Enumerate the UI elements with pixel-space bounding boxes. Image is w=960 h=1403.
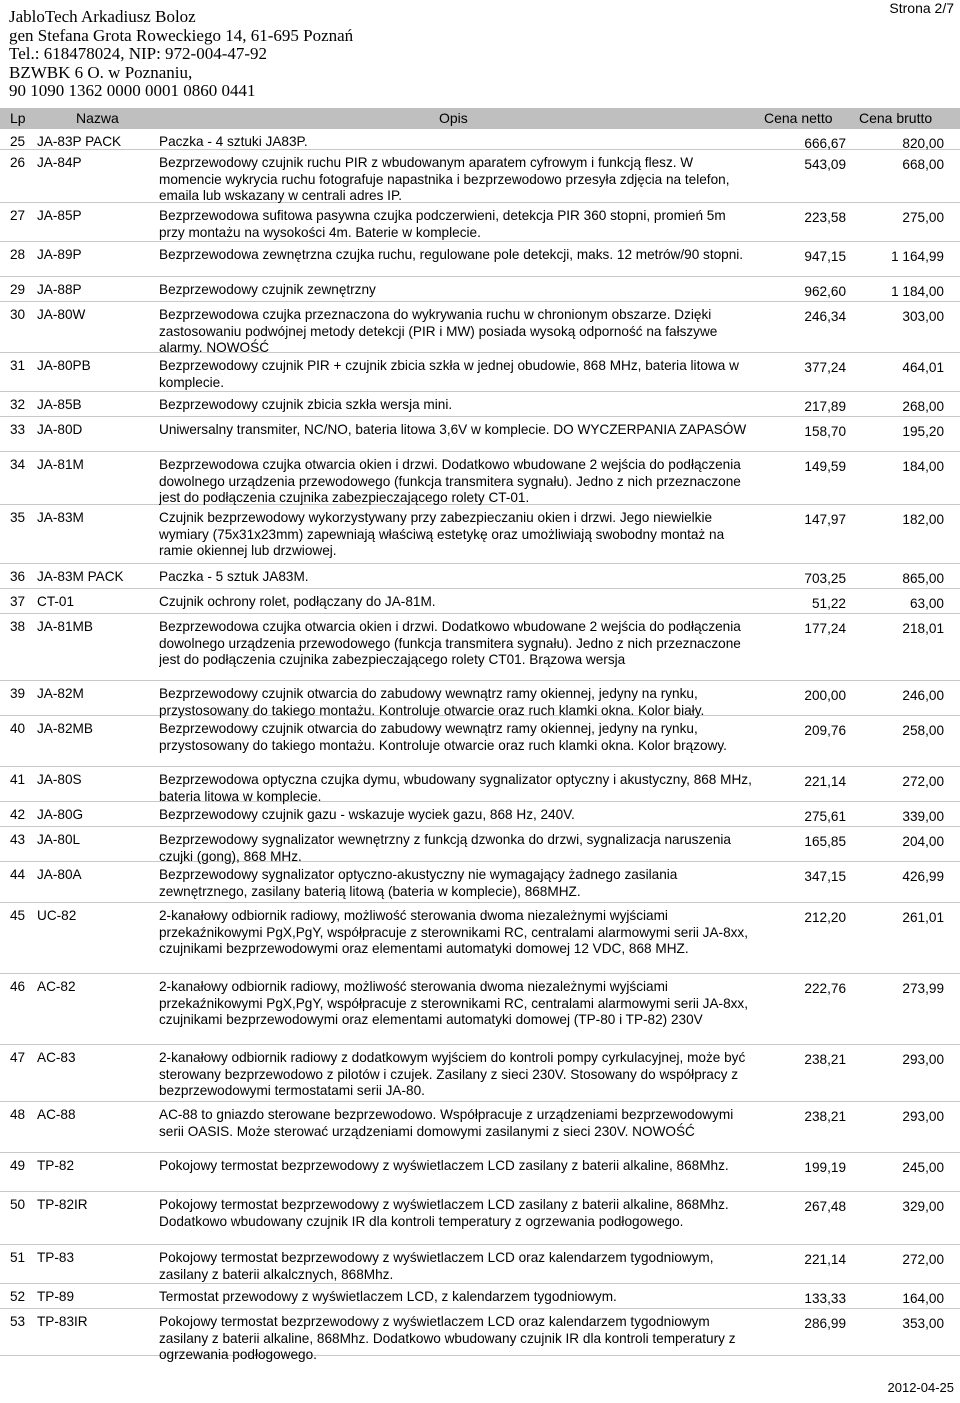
row-price-brutto: 218,01: [902, 621, 944, 636]
row-price-netto: 275,61: [804, 809, 846, 824]
row-name: AC-82: [37, 979, 76, 994]
row-price-brutto: 820,00: [902, 136, 944, 151]
row-price-netto: 666,67: [804, 136, 846, 151]
row-lp: 50: [10, 1197, 26, 1212]
row-lp: 38: [10, 619, 26, 634]
row-name: JA-80S: [37, 772, 82, 787]
table-row: [0, 1045, 960, 1102]
row-price-brutto: 184,00: [902, 459, 944, 474]
table-row: [0, 681, 960, 716]
row-price-brutto: 182,00: [902, 512, 944, 527]
table-row: [0, 203, 960, 242]
row-price-brutto: 258,00: [902, 723, 944, 738]
row-name: JA-80PB: [37, 358, 91, 373]
row-price-netto: 377,24: [804, 360, 846, 375]
row-price-netto: 238,21: [804, 1109, 846, 1124]
row-name: AC-83: [37, 1050, 76, 1065]
row-price-brutto: 339,00: [902, 809, 944, 824]
row-name: JA-89P: [37, 247, 82, 262]
row-description: AC-88 to gniazdo sterowane bezprzewodowo. Współpracuje z urządzeniami bezprzewodowymi serii OASIS. Może sterować urządzeniami domowymi zasilanymi z sieci 230V. NOWOŚĆ: [159, 1107, 734, 1139]
row-lp: 36: [10, 569, 26, 584]
row-price-brutto: 353,00: [902, 1316, 944, 1331]
col-brutto: Cena brutto: [859, 110, 933, 126]
row-name: TP-83: [37, 1250, 75, 1265]
table-row: [0, 974, 960, 1045]
table-row: [0, 452, 960, 505]
table-row: [0, 353, 960, 392]
company-bank: BZWBK 6 O. w Poznaniu,: [9, 62, 193, 82]
row-description: Bezprzewodowa czujka otwarcia okien i drzwi. Dodatkowo wbudowane 2 wejścia do podłączenia dowolnego urządzenia przewodowego (funkcja transmitera sygnału). Jedno z nich przeznaczone jest do podłączenia czujnika zabezpieczającego rolety CT01. Brązowa wersja: [159, 619, 741, 668]
row-lp: 34: [10, 457, 26, 472]
table-row: [0, 242, 960, 277]
row-price-brutto: 261,01: [902, 910, 944, 925]
row-name: UC-82: [37, 908, 77, 923]
row-name: JA-83M: [37, 510, 84, 525]
row-price-netto: 51,22: [811, 596, 846, 611]
row-description: Termostat przewodowy z wyświetlaczem LCD, z kalendarzem tygodniowym.: [159, 1289, 617, 1304]
row-description: Bezprzewodowy czujnik zewnętrzny: [159, 282, 376, 297]
row-description: Uniwersalny transmiter, NC/NO, bateria litowa 3,6V w komplecie. DO WYCZERPANIA ZAPASÓW: [159, 422, 747, 437]
company-header: [9, 8, 429, 101]
row-price-brutto: 273,99: [902, 981, 944, 996]
row-description: Pokojowy termostat bezprzewodowy z wyświetlaczem LCD zasilany z baterii alkaline, 868Mhz. Dodatkowo wbudowany czujnik IR dla kontroli temperatury z ogrzewania podłogowego.: [159, 1197, 729, 1229]
row-price-brutto: 293,00: [902, 1052, 944, 1067]
row-name: JA-88P: [37, 282, 82, 297]
row-price-brutto: 204,00: [902, 834, 944, 849]
row-description: 2-kanałowy odbiornik radiowy, możliwość sterowania dwoma niezależnymi wyjściami przekaźnikowymi PgX,PgY, współpracuje z sterownikami RC, centralami alarmowymi serii JA-8xx, czujnikami bezprzewodowymi oraz elementami automatyki domowej (TP-80 i TP-82) 230V: [159, 979, 748, 1028]
row-name: TP-89: [37, 1289, 75, 1304]
row-description: Pokojowy termostat bezprzewodowy z wyświetlaczem LCD zasilany z baterii alkaline, 868Mhz.: [159, 1158, 729, 1173]
row-price-netto: 246,34: [804, 309, 846, 324]
row-name: JA-81M: [37, 457, 84, 472]
row-price-brutto: 865,00: [902, 571, 944, 586]
table-row: [0, 614, 960, 681]
company-account: 90 1090 1362 0000 0001 0860 0441: [9, 81, 256, 101]
row-lp: 33: [10, 422, 26, 437]
row-price-netto: 286,99: [804, 1316, 846, 1331]
row-price-netto: 221,14: [804, 1252, 846, 1267]
row-name: JA-82MB: [37, 721, 93, 736]
row-lp: 25: [10, 134, 26, 149]
row-description: Bezprzewodowy czujnik PIR + czujnik zbicia szkła w jednej obudowie, 868 MHz, bateria litowa w komplecie.: [159, 358, 739, 390]
row-lp: 45: [10, 908, 26, 923]
row-lp: 26: [10, 155, 26, 170]
page-number: Strona 2/7: [889, 0, 954, 16]
table-row: [0, 1102, 960, 1153]
row-lp: 43: [10, 832, 26, 847]
row-lp: 29: [10, 282, 26, 297]
row-lp: 47: [10, 1050, 26, 1065]
row-price-netto: 147,97: [804, 512, 846, 527]
row-description: Bezprzewodowa optyczna czujka dymu, wbudowany sygnalizator optyczny i akustyczny, 868 MHz, bateria litowa w komplecie.: [159, 772, 752, 804]
table-row: [0, 150, 960, 203]
company-address: gen Stefana Grota Roweckiego 14, 61-695 Poznań: [9, 25, 354, 45]
table-header: [0, 108, 960, 129]
row-description: Paczka - 5 sztuk JA83M.: [159, 569, 309, 584]
row-price-brutto: 272,00: [902, 774, 944, 789]
row-lp: 37: [10, 594, 26, 609]
row-price-netto: 221,14: [804, 774, 846, 789]
row-price-brutto: 1 164,99: [891, 249, 944, 264]
row-lp: 51: [10, 1250, 26, 1265]
row-description: Bezprzewodowy sygnalizator wewnętrzny z funkcją dzwonka do drzwi, sygnalizacja naruszenia czujki (gong), 868 MHz.: [159, 832, 731, 864]
row-price-netto: 209,76: [804, 723, 846, 738]
row-price-netto: 543,09: [804, 157, 846, 172]
row-description: Bezprzewodowa czujka otwarcia okien i drzwi. Dodatkowo wbudowane 2 wejścia do podłączenia dowolnego urządzenia przewodowego (funkcja transmitera sygnału). Jedno z nich przeznaczone jest do podłączenia czujnika zabezpieczającego rolety CT-01.: [159, 457, 741, 506]
row-lp: 35: [10, 510, 26, 525]
row-description: Bezprzewodowa zewnętrzna czujka ruchu, regulowane pole detekcji, maks. 12 metrów/90 stopni.: [159, 247, 744, 262]
row-price-netto: 347,15: [804, 869, 846, 884]
row-lp: 52: [10, 1289, 26, 1304]
table-row: [0, 1309, 960, 1363]
row-price-netto: 200,00: [804, 688, 846, 703]
row-price-brutto: 63,00: [909, 596, 944, 611]
row-lp: 31: [10, 358, 26, 373]
table-row: [0, 505, 960, 564]
row-price-brutto: 164,00: [902, 1291, 944, 1306]
row-price-brutto: 195,20: [902, 424, 944, 439]
row-price-brutto: 246,00: [902, 688, 944, 703]
row-name: JA-85P: [37, 208, 82, 223]
row-price-netto: 703,25: [804, 571, 846, 586]
row-price-netto: 222,76: [804, 981, 846, 996]
row-price-netto: 158,70: [804, 424, 846, 439]
row-name: JA-80W: [37, 307, 86, 322]
row-price-brutto: 1 184,00: [891, 284, 944, 299]
row-description: Bezprzewodowa czujka przeznaczona do wykrywania ruchu w chronionym obszarze. Dzięki zastosowaniu podwójnej metody detekcji (PIR i MW) posiada wysoką odporność na fałszywe alarmy. NOWOŚĆ: [159, 307, 718, 356]
row-name: JA-80G: [37, 807, 84, 822]
row-description: Czujnik ochrony rolet, podłączany do JA-81M.: [159, 594, 436, 609]
row-lp: 53: [10, 1314, 26, 1329]
table-row: [0, 417, 960, 452]
col-lp: Lp: [10, 110, 26, 126]
row-price-brutto: 245,00: [902, 1160, 944, 1175]
table-row: [0, 1245, 960, 1284]
table-row: [0, 129, 960, 150]
row-price-netto: 212,20: [804, 910, 846, 925]
table-row: [0, 827, 960, 862]
footer-date: 2012-04-25: [887, 1380, 954, 1395]
row-name: JA-80L: [37, 832, 81, 847]
table-row: [0, 767, 960, 802]
table-row: [0, 862, 960, 903]
row-name: TP-82: [37, 1158, 75, 1173]
company-phone-nip: Tel.: 618478024, NIP: 972-004-47-92: [9, 44, 268, 64]
row-price-brutto: 464,01: [902, 360, 944, 375]
row-name: JA-82M: [37, 686, 84, 701]
row-lp: 48: [10, 1107, 26, 1122]
row-price-netto: 133,33: [804, 1291, 846, 1306]
row-name: JA-80A: [37, 867, 82, 882]
row-name: JA-80D: [37, 422, 83, 437]
row-name: CT-01: [37, 594, 75, 609]
row-price-netto: 217,89: [804, 399, 846, 414]
row-lp: 49: [10, 1158, 26, 1173]
row-lp: 42: [10, 807, 26, 822]
row-lp: 40: [10, 721, 26, 736]
row-price-brutto: 426,99: [902, 869, 944, 884]
table-row: [0, 802, 960, 827]
row-name: JA-85B: [37, 397, 82, 412]
row-description: 2-kanałowy odbiornik radiowy z dodatkowym wyjściem do kontroli pompy cyrkulacyjnej, może być sterowany bezprzewodowo z pilotów i czujek. Zasilany z sieci 230V. Stosowany do współpracy z bezprzewodowymi termostatami serii JA-80.: [159, 1050, 746, 1099]
row-price-netto: 223,58: [804, 210, 846, 225]
row-price-brutto: 303,00: [902, 309, 944, 324]
table-row: [0, 589, 960, 614]
row-price-brutto: 293,00: [902, 1109, 944, 1124]
row-price-brutto: 275,00: [902, 210, 944, 225]
row-price-brutto: 329,00: [902, 1199, 944, 1214]
row-description: Pokojowy termostat bezprzewodowy z wyświetlaczem LCD oraz kalendarzem tygodniowym zasilany z baterii alkaline, 868Mhz. Dodatkowo wbudowany czujnik IR dla kontroli temperatury z ogrzewania podłogowego.: [159, 1314, 736, 1363]
row-price-netto: 165,85: [804, 834, 846, 849]
row-lp: 39: [10, 686, 26, 701]
table-row: [0, 1284, 960, 1309]
row-price-netto: 199,19: [804, 1160, 846, 1175]
row-lp: 27: [10, 208, 26, 223]
col-netto: Cena netto: [764, 110, 833, 126]
price-table: [0, 129, 960, 1363]
row-description: Bezprzewodowa sufitowa pasywna czujka podczerwieni, detekcja PIR 360 stopni, promień 5m przy montażu na wysokości 4m. Baterie w komplecie.: [159, 208, 726, 240]
table-row: [0, 564, 960, 589]
row-name: TP-83IR: [37, 1314, 88, 1329]
row-lp: 46: [10, 979, 26, 994]
table-row: [0, 277, 960, 302]
company-name: JabloTech Arkadiusz Boloz: [9, 7, 196, 26]
row-lp: 30: [10, 307, 26, 322]
table-row: [0, 1153, 960, 1192]
row-name: JA-83P PACK: [37, 134, 122, 149]
row-lp: 44: [10, 867, 26, 882]
row-description: Bezprzewodowy czujnik ruchu PIR z wbudowanym aparatem cyfrowym i funkcją flesz. W momencie wykrycia ruchu fotografuje napastnika i bezprzewodowo przesyła zdjęcia na telefon, emaila lub wskazany w centrali adres IP.: [159, 155, 730, 204]
row-name: TP-82IR: [37, 1197, 88, 1212]
row-description: Bezprzewodowy czujnik otwarcia do zabudowy wewnątrz ramy okiennej, jedyny na rynku, przystosowany do takiego montażu. Kontroluje otwarcie oraz ruch klamki okna. Kolor biały.: [159, 686, 705, 718]
table-row: [0, 903, 960, 974]
row-price-brutto: 668,00: [902, 157, 944, 172]
row-price-netto: 947,15: [804, 249, 846, 264]
row-lp: 32: [10, 397, 26, 412]
row-price-netto: 238,21: [804, 1052, 846, 1067]
row-name: JA-81MB: [37, 619, 93, 634]
row-lp: 28: [10, 247, 26, 262]
row-description: Paczka - 4 sztuki JA83P.: [159, 134, 308, 149]
table-row: [0, 392, 960, 417]
row-name: JA-83M PACK: [37, 569, 124, 584]
row-description: Czujnik bezprzewodowy wykorzystywany przy zabezpieczaniu okien i drzwi. Jego niewielkie wymiary (75x31x23mm) zapewniają właściwą estetykę oraz umożliwiają swobodny montaż na ramie okiennej lub drzwiowej.: [159, 510, 725, 559]
table-row: [0, 716, 960, 767]
row-price-netto: 962,60: [804, 284, 846, 299]
row-description: 2-kanałowy odbiornik radiowy, możliwość sterowania dwoma niezależnymi wyjściami przekaźnikowymi PgX,PgY, współpracuje z sterownikami RC, centralami alarmowymi serii JA-8xx, czujnikami bezprzewodowymi oraz elementami automatyki domowej 12 VDC, 868 MHZ.: [159, 908, 748, 957]
row-description: Bezprzewodowy czujnik gazu - wskazuje wyciek gazu, 868 Hz, 240V.: [159, 807, 575, 822]
row-price-netto: 267,48: [804, 1199, 846, 1214]
row-description: Bezprzewodowy sygnalizator optyczno-akustyczny nie wymagający żadnego zasilania zewnętrznego, zasilany baterią litową (bateria w komplecie), 868MHZ.: [159, 867, 678, 899]
row-price-netto: 149,59: [804, 459, 846, 474]
row-name: AC-88: [37, 1107, 76, 1122]
row-description: Bezprzewodowy czujnik otwarcia do zabudowy wewnątrz ramy okiennej, jedyny na rynku, przystosowany do takiego montażu. Kontroluje otwarcie oraz ruch klamki okna. Kolor brązowy.: [159, 721, 727, 753]
row-name: JA-84P: [37, 155, 82, 170]
col-desc: Opis: [439, 110, 468, 126]
row-description: Pokojowy termostat bezprzewodowy z wyświetlaczem LCD oraz kalendarzem tygodniowym, zasilany z baterii alkalcznych, 868Mhz.: [159, 1250, 714, 1282]
row-price-brutto: 268,00: [902, 399, 944, 414]
col-name: Nazwa: [76, 110, 119, 126]
row-price-netto: 177,24: [804, 621, 846, 636]
table-row: [0, 1192, 960, 1245]
table-row: [0, 302, 960, 356]
row-price-brutto: 272,00: [902, 1252, 944, 1267]
row-lp: 41: [10, 772, 26, 787]
row-description: Bezprzewodowy czujnik zbicia szkła wersja mini.: [159, 397, 453, 412]
